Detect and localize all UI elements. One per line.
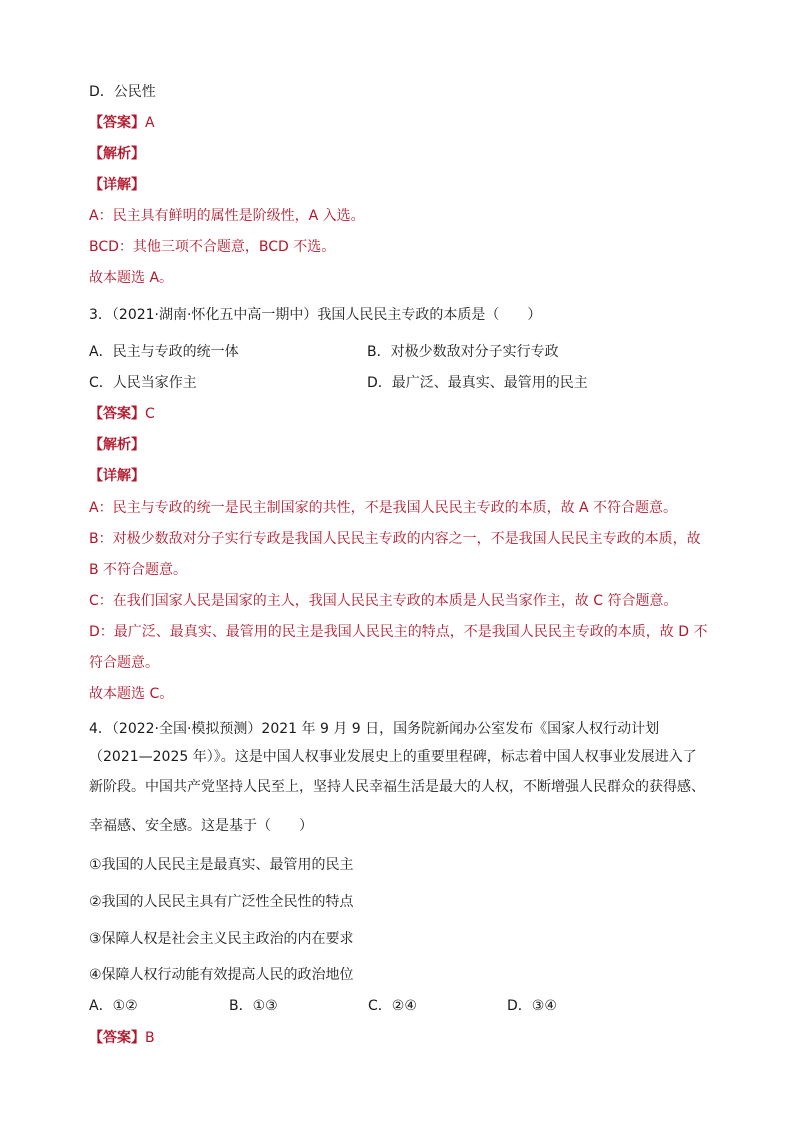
answer-value: C <box>145 406 155 422</box>
answer-label: 【答案】 <box>89 1030 145 1046</box>
analysis-label-1: 【解析】 <box>89 146 145 162</box>
conclusion-2: 故本题选 C。 <box>89 686 174 702</box>
explanation-a-2: A：民主与专政的统一是民主制国家的共性，不是我国人民民主专政的本质，故 A 不符合题意。 <box>89 500 678 516</box>
question-4-item-1: ①我国的人民民主是最真实、最管用的民主 <box>89 857 354 873</box>
answer-line-1 <box>89 113 155 133</box>
question-3-stem: 3．（2021·湖南·怀化五中高一期中）我国人民民主专政的本质是（ ） <box>89 307 542 323</box>
conclusion-1: 故本题选 A。 <box>89 270 174 286</box>
question-4-item-2: ②我国的人民民主具有广泛性全民性的特点 <box>89 894 354 910</box>
question-4-stem-line3: 新阶段。中国共产党坚持人民至上，坚持人民幸福生活是最大的人权，不断增强人民群众的获得感、 <box>89 779 705 795</box>
option-d-prev: D．公民性 <box>89 84 156 100</box>
explanation-b-2-line1: B：对极少数敌对分子实行专政是我国人民民主专政的内容之一，不是我国人民民主专政的本质，故 <box>89 531 701 547</box>
question-4-item-3: ③保障人权是社会主义民主政治的内在要求 <box>89 931 354 947</box>
explanation-a-1: A：民主具有鲜明的属性是阶级性，A 入选。 <box>89 208 365 224</box>
question-4-option-c: C．②④ <box>368 998 417 1014</box>
question-3-option-b: B．对极少数敌对分子实行专政 <box>367 344 559 360</box>
answer-line-3 <box>89 1028 155 1048</box>
question-4-stem-line4: 幸福感、安全感。这是基于（ ） <box>89 818 313 834</box>
explanation-b-2-line2: B 不符合题意。 <box>89 562 188 578</box>
answer-label: 【答案】 <box>89 406 145 422</box>
explanation-d-2-line2: 符合题意。 <box>89 655 159 671</box>
question-3-option-c: C．人民当家作主 <box>89 375 197 391</box>
answer-label: 【答案】 <box>89 115 145 131</box>
answer-line-2 <box>89 404 155 424</box>
explanation-d-2-line1: D：最广泛、最真实、最管用的民主是我国人民民主的特点，不是我国人民民主专政的本质，故 D 不 <box>89 624 708 640</box>
answer-value: B <box>145 1030 155 1046</box>
detail-label-1: 【详解】 <box>89 177 145 193</box>
detail-label-2: 【详解】 <box>89 468 145 484</box>
question-4-option-d: D．③④ <box>507 998 557 1014</box>
question-4-stem-line2: （2021—2025 年）》。这是中国人权事业发展史上的重要里程碑，标志着中国人权事业发展进入了 <box>89 749 697 765</box>
question-3-option-d: D．最广泛、最真实、最管用的民主 <box>367 375 588 391</box>
question-4-option-a: A．①② <box>89 998 138 1014</box>
question-4-stem-line1: 4．（2022·全国·模拟预测）2021 年 9 月 9 日，国务院新闻办公室发布《国家人权行动计划 <box>89 721 660 737</box>
question-3-option-a: A．民主与专政的统一体 <box>89 344 239 360</box>
explanation-bcd-1: BCD：其他三项不合题意，BCD 不选。 <box>89 239 336 255</box>
question-4-item-4: ④保障人权行动能有效提高人民的政治地位 <box>89 967 354 983</box>
question-4-option-b: B．①③ <box>229 998 278 1014</box>
analysis-label-2: 【解析】 <box>89 437 145 453</box>
explanation-c-2: C：在我们国家人民是国家的主人，我国人民民主专政的本质是人民当家作主，故 C 符合题意。 <box>89 593 678 609</box>
answer-value: A <box>145 115 155 131</box>
